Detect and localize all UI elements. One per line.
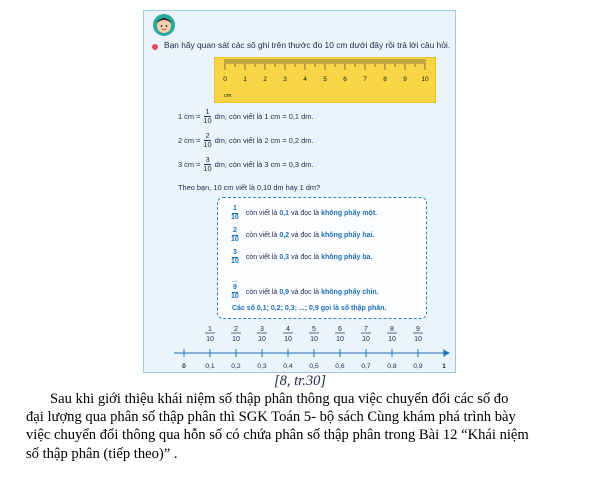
- denominator: 10: [231, 236, 239, 243]
- numerator: 2: [232, 227, 237, 234]
- fraction-numerator: 4: [286, 326, 290, 333]
- fraction-denominator: 10: [310, 336, 318, 343]
- fraction: [230, 205, 240, 222]
- denominator: 10: [203, 140, 212, 149]
- definition-row: [230, 227, 376, 244]
- ruler-label: 2: [263, 76, 267, 83]
- ruler-label: 3: [283, 76, 287, 83]
- denominator: 10: [203, 164, 212, 173]
- fraction-numerator: 5: [312, 326, 316, 333]
- numerator: 2: [205, 131, 210, 140]
- fraction-denominator: 10: [232, 336, 240, 343]
- denominator: 10: [231, 293, 239, 300]
- equation-right: dm, còn viết là 2 cm = 0,2 dm.: [214, 136, 314, 145]
- decimal-label: 0,7: [361, 363, 371, 370]
- decimal-label: 0,5: [309, 363, 319, 370]
- axis-arrow-icon: [444, 350, 450, 356]
- reading-text: không phẩy chín.: [321, 289, 379, 296]
- denominator: 10: [231, 214, 239, 221]
- ruler-label: 4: [303, 76, 307, 83]
- intro-text: Bạn hãy quan sát các số ghi trên thước đo 10 cm dưới đây rồi trả lời câu hỏi.: [164, 40, 451, 50]
- definition-row: [230, 205, 379, 222]
- fraction: [230, 284, 240, 301]
- ellipsis: ...: [232, 277, 238, 284]
- ruler-unit-label: cm: [224, 93, 232, 99]
- decimal-label: 0,6: [335, 363, 345, 370]
- numerator: 3: [232, 249, 237, 256]
- decimal-label: 1: [442, 363, 446, 370]
- numerator: 1: [232, 205, 237, 212]
- numerator: 1: [205, 107, 210, 116]
- fraction-numerator: 3: [260, 326, 264, 333]
- equation-1: [178, 108, 313, 125]
- row-text: và đọc là: [291, 232, 320, 239]
- fraction-denominator: 10: [414, 336, 422, 343]
- fraction: [230, 249, 240, 266]
- row-text: còn viết là: [245, 232, 278, 239]
- number-line: [170, 323, 450, 371]
- paragraph-line: số thập phân (tiếp theo)” .: [26, 445, 178, 462]
- equation-3: [178, 156, 313, 173]
- ruler-label: 0: [223, 76, 227, 83]
- row-text: còn viết là: [245, 289, 278, 296]
- fraction: [202, 132, 212, 149]
- equation-2: [178, 132, 313, 149]
- textbook-figure: [143, 10, 456, 373]
- fraction-numerator: 6: [338, 326, 342, 333]
- decimal-value: 0,9: [279, 289, 290, 296]
- fraction-numerator: 8: [390, 326, 394, 333]
- fraction-denominator: 10: [206, 336, 214, 343]
- decimal-value: 0,2: [279, 232, 290, 239]
- reading-text: không phẩy hai.: [321, 232, 375, 239]
- fraction-numerator: 9: [416, 326, 420, 333]
- fraction-denominator: 10: [388, 336, 396, 343]
- decimal-label: 0,8: [387, 363, 397, 370]
- denominator: 10: [203, 116, 212, 125]
- equation-left: 2 cm =: [178, 136, 201, 145]
- decimal-label: 0: [182, 363, 186, 370]
- fraction: [230, 227, 240, 244]
- decimal-label: 0,4: [283, 363, 293, 370]
- fraction-numerator: 1: [208, 326, 212, 333]
- equation-right: dm, còn viết là 1 cm = 0,1 dm.: [214, 112, 314, 121]
- ruler-label: 1: [243, 76, 247, 83]
- fraction-denominator: 10: [258, 336, 266, 343]
- ruler-label: 10: [421, 76, 429, 83]
- paragraph-line: Sau khi giới thiệu khái niệm số thập phân thông qua việc chuyển đổi các số đo: [50, 391, 509, 407]
- fraction: [202, 156, 212, 173]
- decimal-value: 0,3: [279, 254, 290, 261]
- question-text: Theo bạn, 10 cm viết là 0,10 dm hay 1 dm?: [178, 183, 321, 192]
- student-avatar-icon: [152, 13, 176, 37]
- numerator: 3: [205, 155, 210, 164]
- fraction-denominator: 10: [362, 336, 370, 343]
- definition-row: [230, 284, 381, 301]
- row-text: và đọc là: [291, 254, 320, 261]
- figure-caption: [8, tr.30]: [274, 373, 326, 389]
- fraction-numerator: 7: [364, 326, 368, 333]
- equation-left: 1 cm =: [178, 112, 201, 121]
- equation-right: dm, còn viết là 3 cm = 0,3 dm.: [214, 160, 314, 169]
- definition-row: [230, 249, 374, 266]
- row-text: và đọc là: [291, 210, 320, 217]
- ruler-10cm: [214, 57, 436, 103]
- fraction-numerator: 2: [234, 326, 238, 333]
- definition-box: [217, 197, 427, 319]
- numerator: 9: [232, 284, 237, 291]
- fraction-denominator: 10: [336, 336, 344, 343]
- conclusion-text: Các số 0,1; 0,2; 0,3; ...; 0,9 gọi là số thập phân.: [232, 305, 387, 312]
- paragraph-line: việc chuyển đổi thông qua hỗn số có chứa phân số thập phân trong Bài 12 “Khái niệm: [26, 427, 529, 444]
- ruler-label: 9: [403, 76, 407, 83]
- ruler-label: 8: [383, 76, 387, 83]
- denominator: 10: [231, 258, 239, 265]
- fraction: [202, 108, 212, 125]
- fraction-denominator: 10: [284, 336, 292, 343]
- section-bullet-icon: [152, 44, 158, 50]
- decimal-label: 0,9: [413, 363, 423, 370]
- ruler-label: 7: [363, 76, 367, 83]
- row-text: và đọc là: [291, 289, 320, 296]
- decimal-value: 0,1: [279, 210, 290, 217]
- decimal-label: 0,3: [257, 363, 267, 370]
- decimal-label: 0,1: [205, 363, 215, 370]
- equation-left: 3 cm =: [178, 160, 201, 169]
- body-paragraph: [26, 390, 592, 463]
- ruler-label: 5: [323, 76, 327, 83]
- reading-text: không phẩy ba.: [321, 254, 373, 261]
- row-text: còn viết là: [245, 210, 278, 217]
- row-text: còn viết là: [245, 254, 278, 261]
- ruler-label: 6: [343, 76, 347, 83]
- decimal-label: 0,2: [231, 363, 241, 370]
- reading-text: không phẩy một.: [321, 210, 378, 217]
- paragraph-line: đại lượng qua phân số thập phân thì SGK Toán 5- bộ sách Cùng khám phá trình bày: [26, 409, 516, 426]
